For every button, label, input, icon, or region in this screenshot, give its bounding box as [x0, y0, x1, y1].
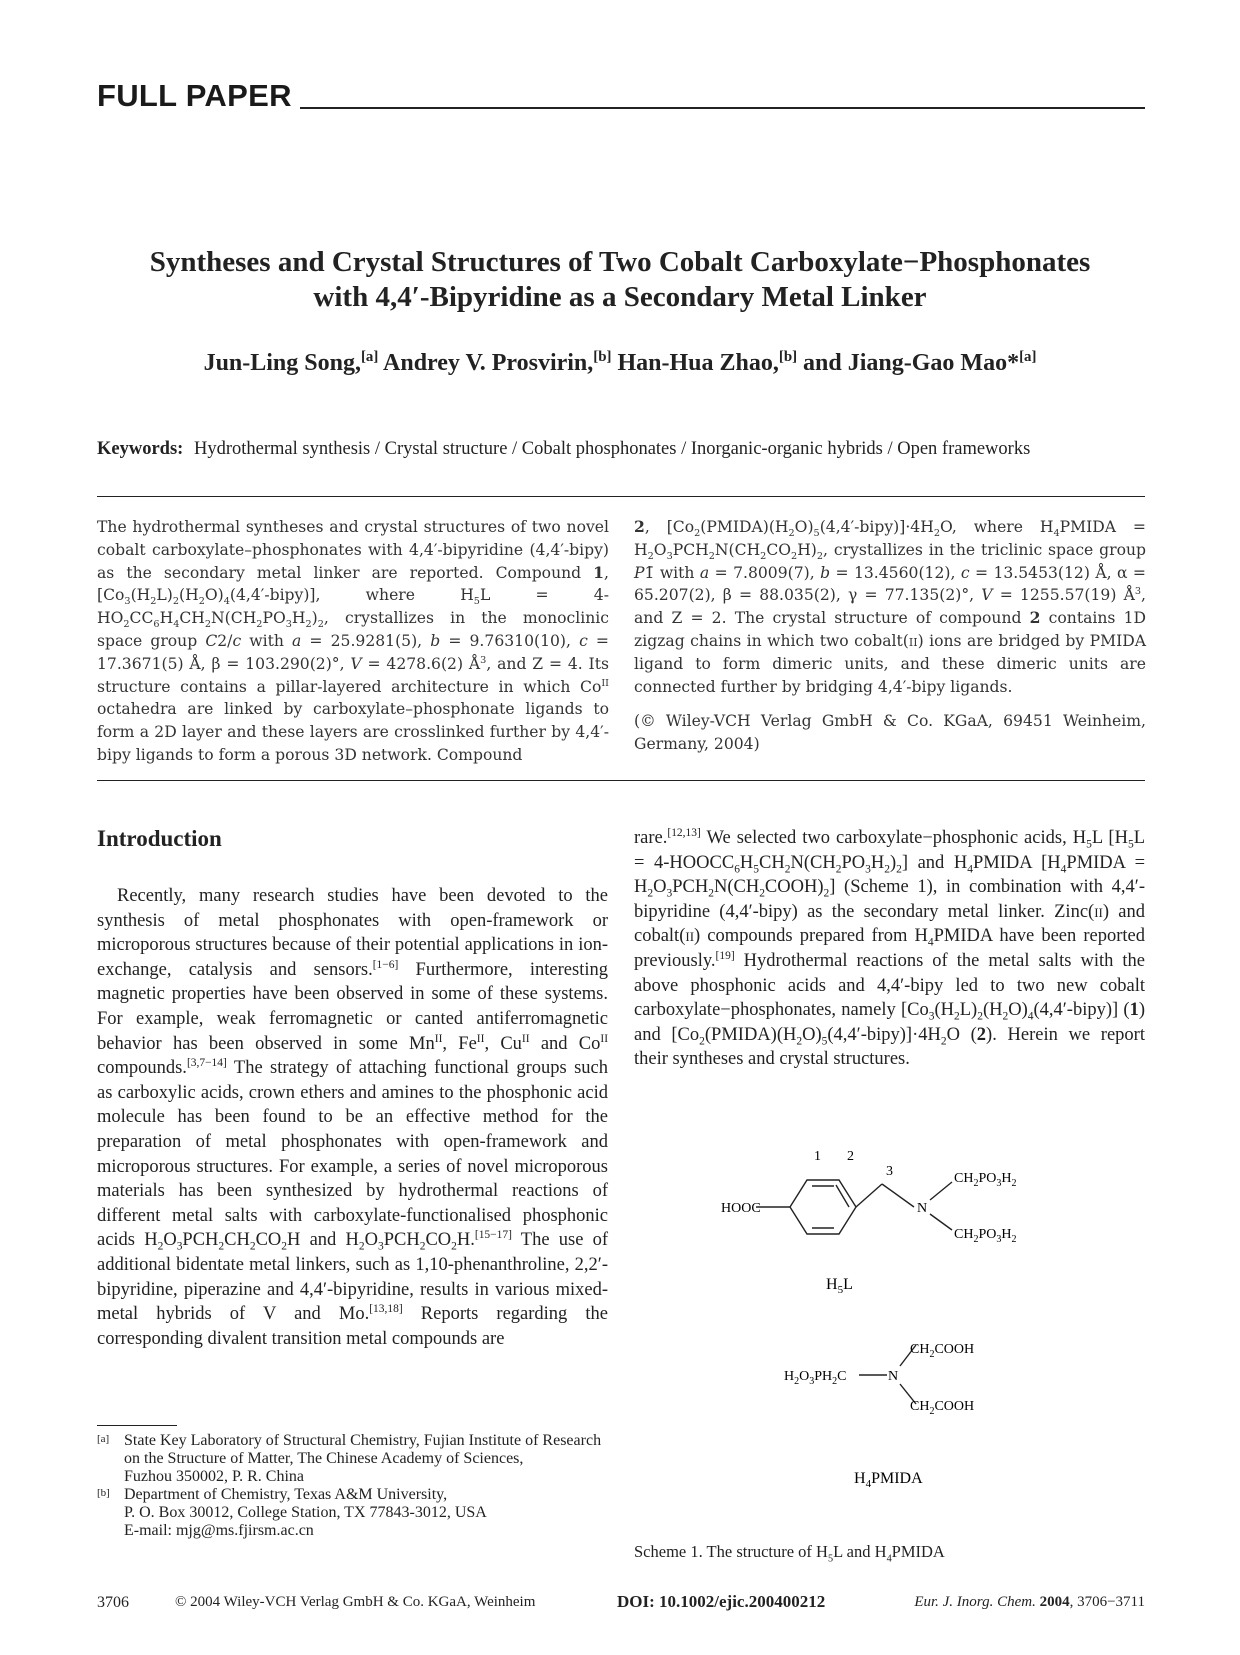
section-heading: Introduction — [97, 826, 222, 851]
author-list — [80, 350, 1160, 377]
benzene-ring — [790, 1180, 856, 1234]
title-line-1: Syntheses and Crystal Structures of Two Cobalt Carboxylate−Phosphonates — [149, 246, 1091, 278]
abstract-column-left — [97, 516, 609, 779]
abstract-paragraph: 2, $[Co_2(PMIDA)(H_2O)_5(4,4'-bipy)]\cdot 4H_2O$, where $H_4PMIDA = H_2O_3PCH_2N(CH_2CO_2H)_2$, crystallizes in the triclinic space group P1̄ with a = 7.8009(7), b = 13.4560(12), c = 13.5453(12) Å, α = 65.207(2), β = 88.035(2), γ = 77.135(2)°, V = 1255.57(19) $Å^3$, and Z = 2. The crystal structure of compound 2 contains 1D zigzag chains in which two cobalt(ii) ions are bridged by PMIDA ligand to form dimeric units, and these dimeric units are connected further by bridging 4,4′-bipy ligands. — [634, 517, 1146, 696]
substituent-label: $CH_2COOH$ — [910, 1399, 975, 1417]
footnote-mark: [b] — [97, 1487, 110, 1499]
footnotes — [97, 1432, 617, 1540]
journal-year: 2004 — [1039, 1594, 1070, 1610]
position-label: 3 — [886, 1164, 893, 1179]
keywords-block — [97, 437, 1145, 461]
position-label: 1 — [814, 1149, 821, 1164]
footer-copyright: © 2004 Wiley-VCH Verlag GmbH & Co. KGaA, Weinheim — [175, 1594, 536, 1610]
nitrogen-label: N — [888, 1369, 899, 1384]
affiliation-text: Fuzhou 350002, P. R. China — [124, 1468, 305, 1485]
abstract-top-rule — [97, 496, 1145, 497]
journal-citation — [914, 1594, 1145, 1611]
title-line-2: with 4,4′-Bipyridine as a Secondary Metal Linker — [313, 281, 927, 313]
substituent-label: $H_2O_3PH_2C$ — [784, 1369, 847, 1387]
substituent-label: $CH_2PO_3H_2$ — [954, 1227, 1017, 1245]
nitrogen-label: N — [917, 1201, 928, 1216]
compound-label-h5l: $H_5L$ — [826, 1276, 853, 1296]
keywords-text: Hydrothermal synthesis / Crystal structure / Cobalt phosphonates / Inorganic-organic hybrids / Open frameworks — [194, 439, 1031, 459]
scheme-figure — [634, 1140, 1145, 1540]
author-name: and Jiang-Gao Mao* — [803, 350, 1020, 376]
section-label: FULL PAPER — [97, 78, 292, 113]
page-number: 3706 — [97, 1594, 129, 1611]
author-name: Jun-Ling Song, — [203, 350, 361, 376]
header-rule — [300, 107, 1145, 109]
affiliation-text: Department of Chemistry, Texas A&M University, — [124, 1486, 448, 1503]
affiliation-text: State Key Laboratory of Structural Chemistry, Fujian Institute of Research on the Structure of Matter, The Chinese Academy of Sciences, — [124, 1432, 602, 1467]
compound-label-h4pmida: $H_4PMIDA$ — [854, 1470, 923, 1490]
footnote-mark: [a] — [97, 1433, 110, 1445]
body-column-right — [634, 826, 1145, 1072]
page-footer — [97, 1594, 1145, 1618]
ring-double-bond — [836, 1185, 849, 1207]
keywords-label: Keywords: — [97, 439, 184, 459]
author-name: Han-Hua Zhao, — [617, 350, 779, 376]
author-affiliation: [a] — [1019, 349, 1037, 365]
chemical-structures-drawing — [634, 1140, 1145, 1540]
n-branch-bond — [930, 1182, 952, 1200]
methylene-bond — [882, 1184, 914, 1207]
substituent-label: $CH_2PO_3H_2$ — [954, 1171, 1017, 1189]
footnote-a — [97, 1432, 617, 1486]
scheme-caption: Scheme 1. The structure of $H_5L$ and $H_4PMIDA$ — [634, 1542, 945, 1565]
author-name: Andrey V. Prosvirin, — [383, 350, 594, 376]
footnote-rule — [97, 1425, 177, 1426]
paper-title — [80, 245, 1160, 315]
doi-link[interactable]: DOI: 10.1002/ejic.200400212 — [617, 1592, 826, 1611]
body-column-left — [97, 884, 608, 1351]
abstract-bottom-rule — [97, 780, 1145, 781]
contact-email: E-mail: mjg@ms.fjirsm.ac.cn — [124, 1522, 314, 1539]
methylene-bond — [856, 1184, 882, 1207]
substituent-label: $CH_2COOH$ — [910, 1342, 975, 1360]
journal-pages: , 3706−3711 — [1069, 1594, 1145, 1610]
author-affiliation: [a] — [360, 349, 379, 365]
abstract-copyright: (© Wiley-VCH Verlag GmbH & Co. KGaA, 69451 Weinheim, Germany, 2004) — [634, 712, 1146, 754]
author-affiliation: [b] — [593, 349, 612, 365]
author-affiliation: [b] — [778, 349, 798, 365]
abstract-column-right — [634, 516, 1146, 768]
hooc-label: HOOC — [721, 1201, 761, 1216]
abstract-paragraph: The hydrothermal syntheses and crystal structures of two novel cobalt carboxylate–phosphonates with 4,4′-bipyridine (4,4′-bipy) as the secondary metal linker are reported. Compound 1, $[Co_3(H_2L)_2(H_2O)_4(4,4'-bipy)]$, where $H_5L = 4-HO_2CC_6H_4CH_2N(CH_2PO_3H_2)_2$, crystallizes in the monoclinic space group C2/c with a = 25.9281(5), b = 9.76310(10), c = 17.3671(5) Å, β = 103.290(2)°, V = 4278.6(2) $Å^3$, and Z = 4. Its structure contains a pillar-layered architecture in which $Co^{II}$ octahedra are linked by carboxylate–phosphonate ligands to form a 2D layer and these layers are crosslinked further by 4,4′-bipy ligands to form a porous 3D network. Compound — [97, 518, 609, 764]
affiliation-text: P. O. Box 30012, College Station, TX 77843-3012, USA — [124, 1504, 487, 1521]
journal-name: Eur. J. Inorg. Chem. — [914, 1594, 1036, 1610]
body-paragraph: rare.[12,13] We selected two carboxylate−phosphonic acids, $H_5L$ [$H_5L$ = $4-HOOCC_6H_5CH_2N(CH_2PO_3H_2)_2$] and $H_4PMIDA$ [$H_4PMIDA$ = $H_2O_3PCH_2N(CH_2COOH)_2$] (Scheme 1), in combination with 4,4′-bipyridine (4,4′-bipy) as the secondary metal linker. Zinc(ii) and cobalt(ii) compounds prepared from $H_4PMIDA$ have been reported previously.[19] Hydrothermal reactions of the metal salts with the above phosphonic acids and 4,4′-bipy led to two new cobalt carboxylate−phosphonates, namely $[Co_3(H_2L)_2(H_2O)_4(4,4'-bipy)]$ (1) and $[Co_2(PMIDA)(H_2O)_5(4,4'-bipy)]\cdot 4H_2O$ (2). Herein we report their syntheses and crystal structures. — [634, 826, 1146, 1070]
n-branch-bond — [930, 1214, 952, 1230]
body-paragraph: Recently, many research studies have been devoted to the synthesis of metal phosphonates with open-framework or microporous structures because of their potential applications in ion-exchange, catalysis and sensors.[1−6] Furthermore, interesting magnetic properties have been observed in some of these systems. For example, weak ferromagnetic or canted antiferromagnetic behavior has been observed in some $Mn^{II}$, $Fe^{II}$, $Cu^{II}$ and $Co^{II}$ compounds.[3,7−14] The strategy of attaching functional groups such as carboxylic acids, crown ethers and amines to the phosphonic acid molecule has been found to be an effective method for the preparation of metal phosphonates with open-framework and microporous structures. For example, a series of novel microporous materials has been synthesized by hydrothermal reactions of different metal salts with carboxylate-functionalised phosphonic acids $H_2O_3PCH_2CH_2CO_2H$ and $H_2O_3PCH_2CO_2H.[15-17]$ The use of additional bidentate metal linkers, such as 1,10-phenanthroline, 2,2′-bipyridine, piperazine and 4,4′-bipyridine, results in various mixed-metal hybrids of V and Mo.[13,18] Reports regarding the corresponding divalent transition metal compounds are — [97, 886, 609, 1349]
position-label: 2 — [847, 1149, 854, 1164]
footnote-b — [97, 1486, 617, 1540]
